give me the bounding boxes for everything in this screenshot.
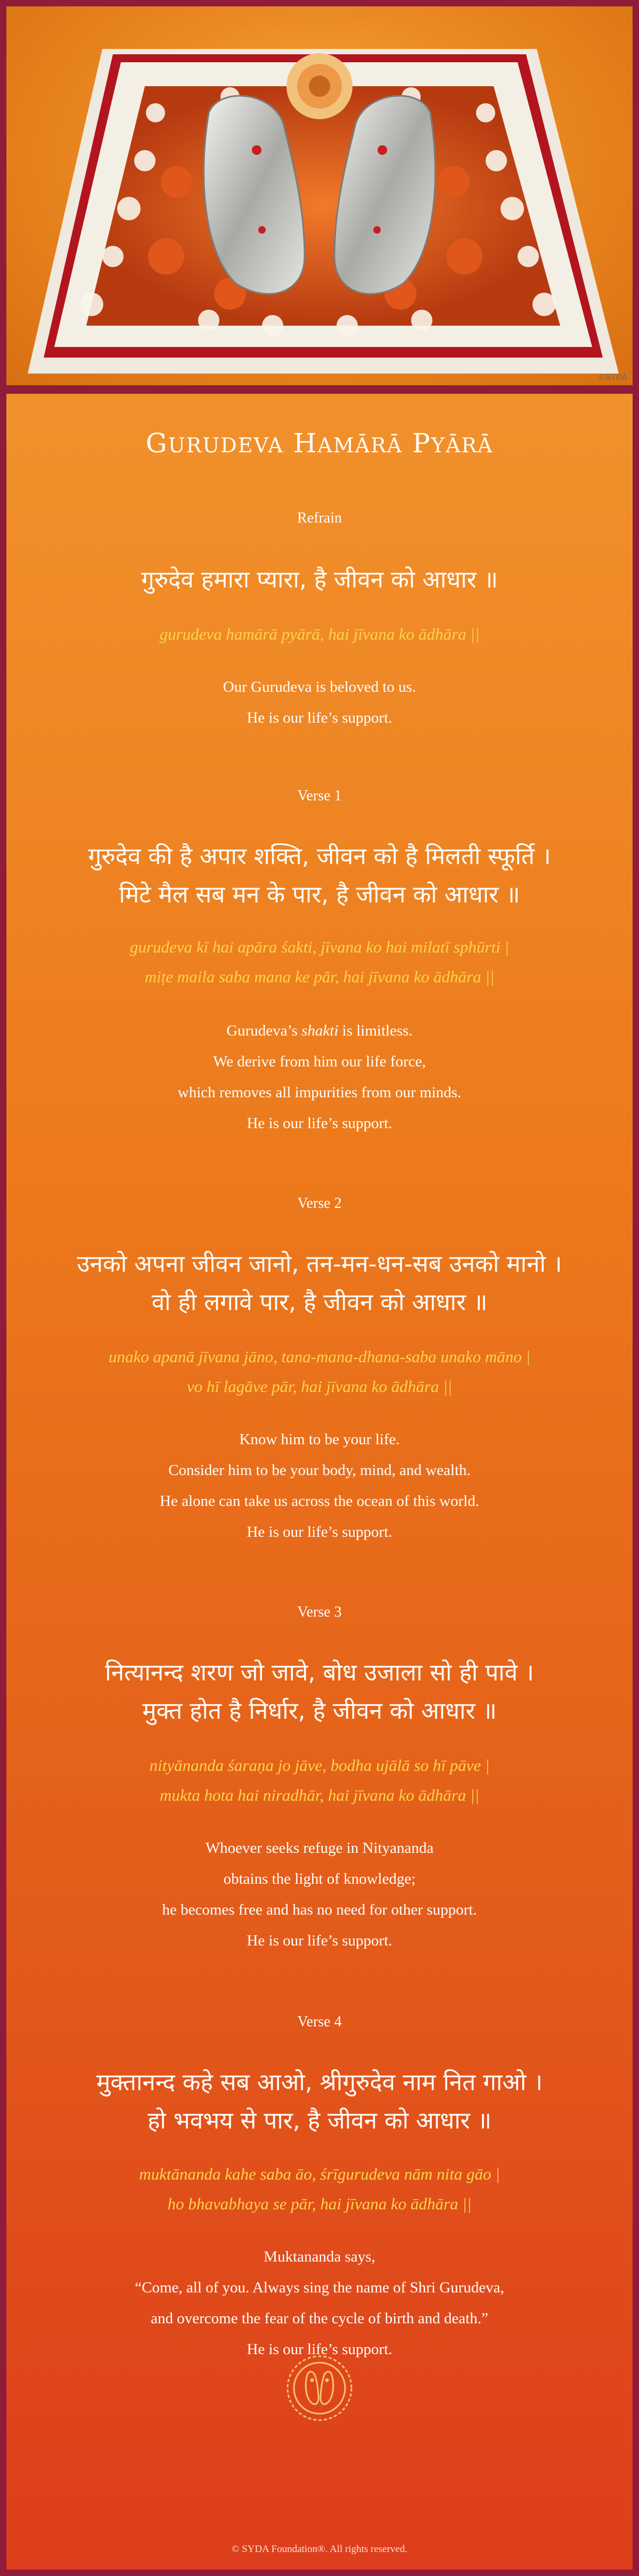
- verse4-heading: Verse 4: [297, 2014, 342, 2030]
- verse2-hindi: उनको अपना जीवन जानो, तन-मन-धन-सब उनको मानो । वो ही लगावे पार, है जीवन को आधार ॥: [77, 1250, 562, 1316]
- verse2-heading: Verse 2: [297, 1195, 342, 1212]
- flower-padukas-image: [6, 6, 633, 385]
- photo-credit: ©SYDA: [597, 372, 627, 382]
- title-word-3: PYĀRĀ: [412, 428, 494, 459]
- title-word-1: GURUDEVA: [145, 428, 284, 459]
- copyright-notice: © SYDA Foundation®. All rights reserved.: [231, 2544, 408, 2555]
- title-word-2: HAMĀRĀ: [293, 428, 403, 459]
- verse4-hindi: मुक्तानन्द कहे सब आओ, श्रीगुरुदेव नाम नित गाओ । हो भवभय से पार, है जीवन को आधार ॥: [96, 2069, 543, 2134]
- verse2-translation: Know him to be your life. Consider him to be your body, mind, and wealth. He alone can take us across the ocean of this world. He is our life’s support.: [160, 1431, 479, 1540]
- verse1-hindi: गुरुदेव की है अपार शक्ति, जीवन को है मिलती स्फूर्ति । मिटे मैल सब मन के पार, है जीवन को आधार ॥: [88, 843, 551, 908]
- verse2-transliteration: unako apanā jīvana jāno, tana-mana-dhana-saba unako māno | vo hī lagāve pār, hai jīvana ko ādhāra ||: [108, 1347, 531, 1396]
- refrain-transliteration: gurudeva hamārā pyārā, hai jīvana ko ādhāra ||: [159, 625, 480, 643]
- paduka-medallion-icon: [286, 2355, 353, 2422]
- refrain-heading: Refrain: [297, 510, 342, 526]
- verse1-heading: Verse 1: [297, 788, 342, 804]
- refrain-translation: Our Gurudeva is beloved to us. He is our life’s support.: [223, 678, 416, 726]
- verse3-transliteration: nityānanda śaraṇa jo jāve, bodha ujālā so hī pāve | mukta hota hai niradhār, hai jīvana ko ādhāra ||: [149, 1756, 490, 1804]
- verse3-hindi: नित्यानन्द शरण जो जावे, बोध उजाला सो ही पावे । मुक्त होत है निर्धार, है जीवन को आधार ॥: [105, 1659, 534, 1725]
- verse1-transliteration: gurudeva kī hai apāra śakti, jīvana ko hai milatī sphūrti | miṭe maila saba mana ke pār, hai jīvana ko ādhāra ||: [129, 938, 509, 986]
- header-photo: [6, 6, 633, 385]
- song-title: [6, 428, 633, 459]
- verse4-transliteration: muktānanda kahe saba āo, śrīgurudeva nām nita gāo | ho bhavabhaya se pār, hai jīvana ko ādhāra ||: [139, 2165, 500, 2213]
- refrain-hindi: गुरुदेव हमारा प्यारा, है जीवन को आधार ॥: [141, 566, 498, 593]
- lyrics-panel: [6, 394, 633, 2570]
- verse3-translation: Whoever seeks refuge in Nityananda obtains the light of knowledge; he becomes free and has no need for other support. He is our life’s support.: [162, 1840, 477, 1949]
- verse3-heading: Verse 3: [297, 1604, 342, 1620]
- verse1-translation: Gurudeva’s shakti is limitless. We derive from him our life force, which removes all impurities from our minds. He is our life’s support.: [177, 1022, 462, 1132]
- verse4-translation: Muktananda says, “Come, all of you. Always sing the name of Shri Gurudeva, and overcome the fear of the cycle of birth and death.” He is our life’s support.: [135, 2248, 504, 2358]
